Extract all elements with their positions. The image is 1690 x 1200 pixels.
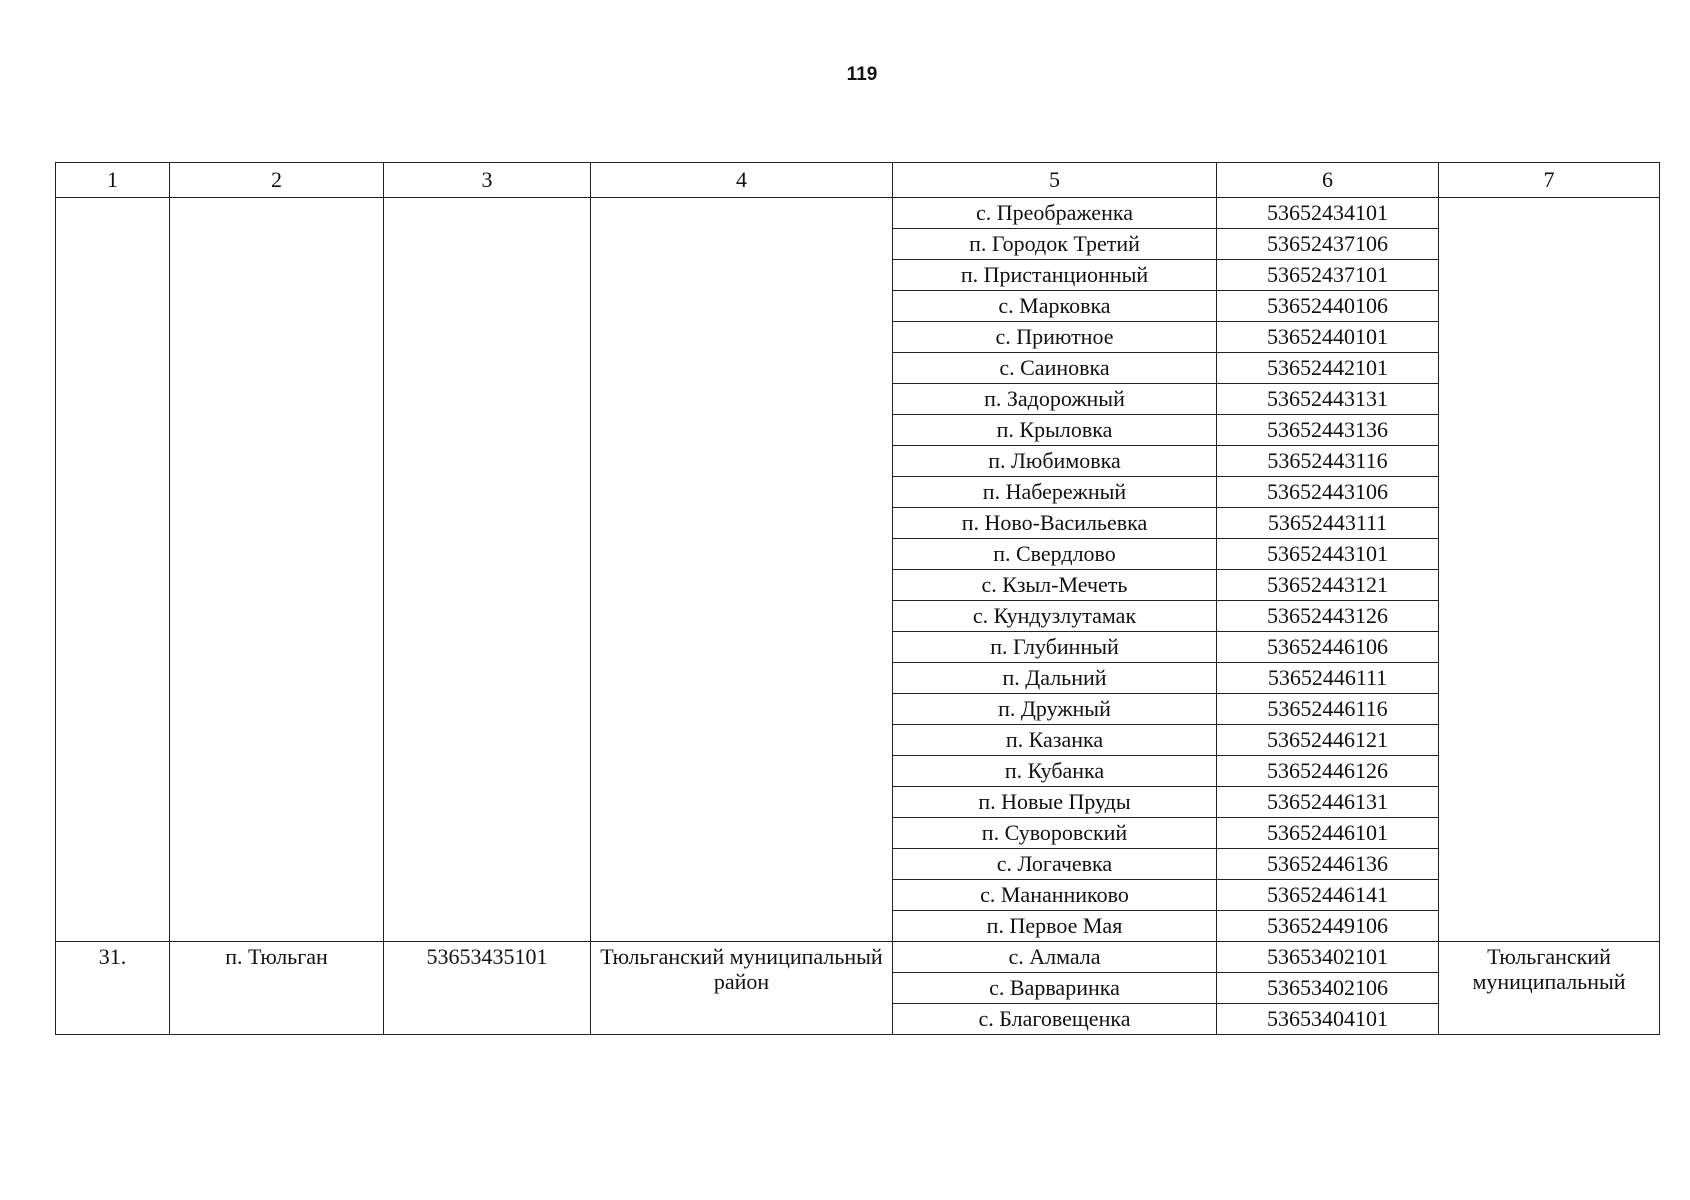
settlement-code: 53652443106 [1217, 477, 1439, 508]
settlement-name: с. Мананниково [893, 880, 1217, 911]
settlement-name: п. Любимовка [893, 446, 1217, 477]
settlement-name: п. Кубанка [893, 756, 1217, 787]
column-header: 6 [1217, 163, 1439, 198]
settlement-code: 53652443111 [1217, 508, 1439, 539]
settlement-name: с. Кзыл-Мечеть [893, 570, 1217, 601]
settlement-code: 53652446111 [1217, 663, 1439, 694]
settlement-name: п. Дружный [893, 694, 1217, 725]
settlement-code: 53652443131 [1217, 384, 1439, 415]
settlement-name: п. Набережный [893, 477, 1217, 508]
settlement-code: 53652446131 [1217, 787, 1439, 818]
column-header: 1 [56, 163, 170, 198]
settlement-name: с. Благовещенка [893, 1004, 1217, 1035]
column-header: 4 [591, 163, 893, 198]
settlement-name: п. Дальний [893, 663, 1217, 694]
continued-cell-col-3 [384, 198, 591, 942]
settlement-code: 53652446121 [1217, 725, 1439, 756]
settlement-name: с. Варваринка [893, 973, 1217, 1004]
settlement-name: п. Суворовский [893, 818, 1217, 849]
column-header: 3 [384, 163, 591, 198]
settlement-name: с. Приютное [893, 322, 1217, 353]
settlement-code: 53652446116 [1217, 694, 1439, 725]
column-header: 2 [170, 163, 384, 198]
settlement-name: п. Глубинный [893, 632, 1217, 663]
settlement-code: 53652443101 [1217, 539, 1439, 570]
settlement-code: 53652443126 [1217, 601, 1439, 632]
table-row [56, 198, 1660, 229]
settlement-code: 53652446136 [1217, 849, 1439, 880]
settlement-code: 53652446126 [1217, 756, 1439, 787]
settlement-code: 53652443116 [1217, 446, 1439, 477]
entry-number: 31. [56, 942, 170, 1035]
table-row [56, 942, 1660, 973]
settlements-table [55, 162, 1660, 1035]
page-number: 119 [846, 64, 878, 85]
settlement-name: п. Казанка [893, 725, 1217, 756]
settlement-code: 53652437106 [1217, 229, 1439, 260]
settlement-name: п. Свердлово [893, 539, 1217, 570]
column-header: 7 [1439, 163, 1660, 198]
settlement-code: 53652443121 [1217, 570, 1439, 601]
settlement-code: 53652440106 [1217, 291, 1439, 322]
settlement-code: 53653404101 [1217, 1004, 1439, 1035]
settlement-code: 53652449106 [1217, 911, 1439, 942]
settlement-name: п. Ново-Васильевка [893, 508, 1217, 539]
settlement-code: 53652443136 [1217, 415, 1439, 446]
settlement-code: 53652446106 [1217, 632, 1439, 663]
settlement-name: с. Кундузлутамак [893, 601, 1217, 632]
settlement-code: 53653402106 [1217, 973, 1439, 1004]
settlement-name: п. Первое Мая [893, 911, 1217, 942]
continued-cell-col-1 [56, 198, 170, 942]
settlement-name: с. Саиновка [893, 353, 1217, 384]
settlement-name: п. Пристанционный [893, 260, 1217, 291]
settlement-name: п. Городок Третий [893, 229, 1217, 260]
continued-cell-col-4 [591, 198, 893, 942]
settlement-code: 53653402101 [1217, 942, 1439, 973]
column-header: 5 [893, 163, 1217, 198]
settlement-name: с. Марковка [893, 291, 1217, 322]
settlement-code: 53652442101 [1217, 353, 1439, 384]
settlement-code: 53652440101 [1217, 322, 1439, 353]
district-name: Тюльганский муниципальный район [591, 942, 893, 1035]
settlement-name: п. Новые Пруды [893, 787, 1217, 818]
center-code: 53653435101 [384, 942, 591, 1035]
settlement-code: 53652437101 [1217, 260, 1439, 291]
header-row [56, 163, 1660, 198]
administrative-center: п. Тюльган [170, 942, 384, 1035]
settlement-name: с. Преображенка [893, 198, 1217, 229]
settlement-name: п. Крыловка [893, 415, 1217, 446]
settlement-code: 53652446101 [1217, 818, 1439, 849]
settlement-code: 53652446141 [1217, 880, 1439, 911]
continued-cell-col-7 [1439, 198, 1660, 942]
settlement-code: 53652434101 [1217, 198, 1439, 229]
settlement-name: с. Алмала [893, 942, 1217, 973]
settlement-name: п. Задорожный [893, 384, 1217, 415]
continued-cell-col-2 [170, 198, 384, 942]
entry-note: Тюльганский муниципальный [1439, 942, 1660, 1035]
settlement-name: с. Логачевка [893, 849, 1217, 880]
